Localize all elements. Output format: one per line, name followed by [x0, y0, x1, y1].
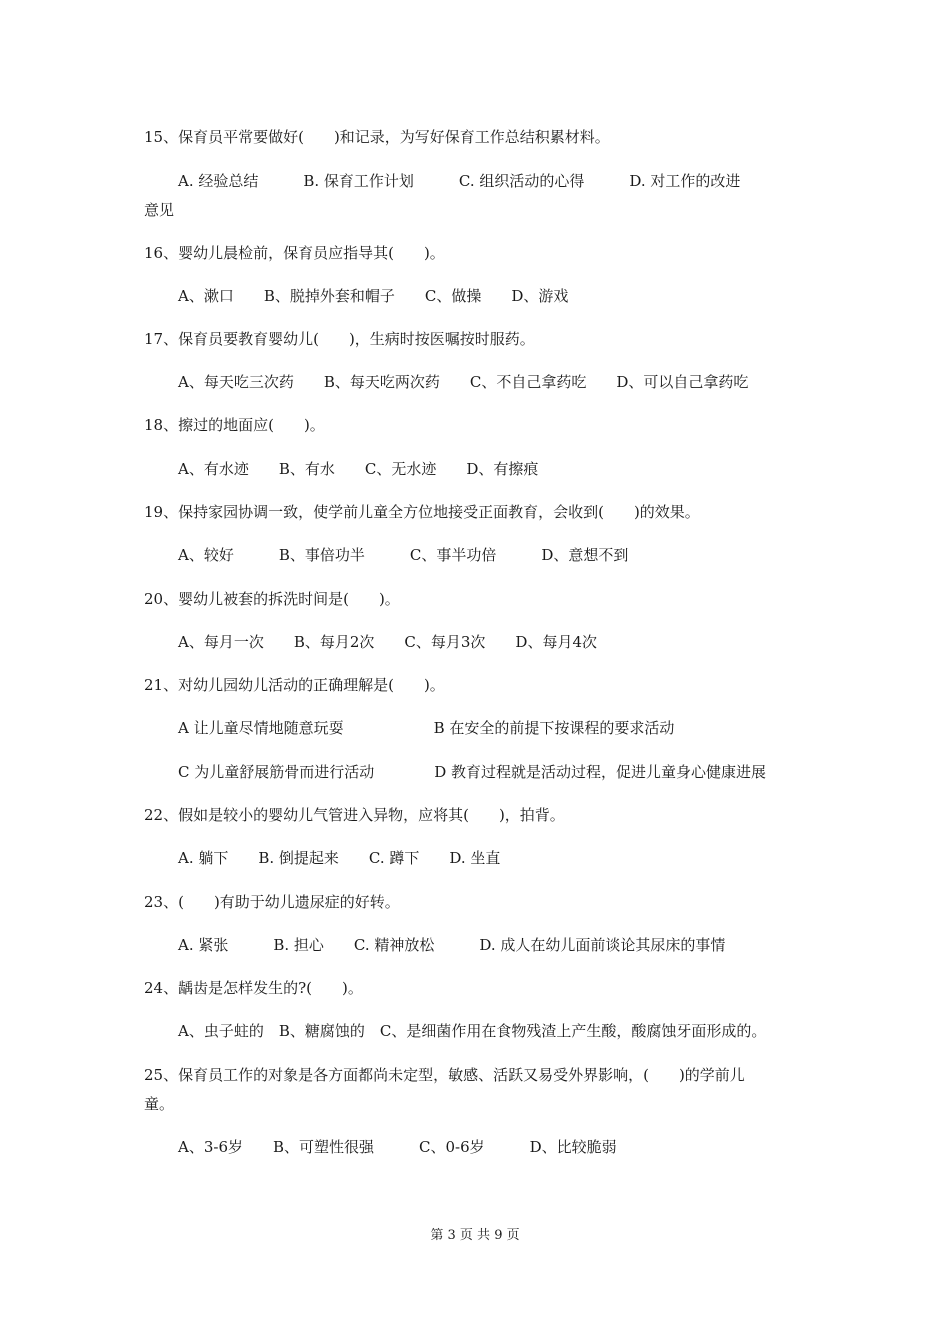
question-25-options: A、3-6岁 B、可塑性很强 C、0-6岁 D、比较脆弱 — [178, 1138, 617, 1156]
question-15-stem: 15、保育员平常要做好( )和记录，为写好保育工作总结积累材料。 — [144, 128, 610, 146]
question-22-stem: 22、假如是较小的婴幼儿气管进入异物，应将其( )，拍背。 — [144, 806, 565, 824]
question-16-stem: 16、婴幼儿晨检前，保育员应指导其( )。 — [144, 244, 445, 262]
question-20-stem: 20、婴幼儿被套的拆洗时间是( )。 — [144, 590, 400, 608]
question-17-options: A、每天吃三次药 B、每天吃两次药 C、不自己拿药吃 D、可以自己拿药吃 — [178, 373, 749, 391]
question-21-options-cd: C 为儿童舒展筋骨而进行活动 D 教育过程就是活动过程，促进儿童身心健康进展 — [178, 763, 767, 781]
question-21-options-ab: A 让儿童尽情地随意玩耍 B 在安全的前提下按课程的要求活动 — [178, 719, 675, 737]
question-25-stem-continued: 童。 — [144, 1095, 175, 1113]
question-24-options: A、虫子蛀的 B、糖腐蚀的 C、是细菌作用在食物残渣上产生酸，酸腐蚀牙面形成的。 — [178, 1022, 767, 1040]
question-19-stem: 19、保持家园协调一致，使学前儿童全方位地接受正面教育，会收到( )的效果。 — [144, 503, 700, 521]
question-15-options: A. 经验总结 B. 保育工作计划 C. 组织活动的心得 D. 对工作的改进 — [178, 172, 741, 190]
page-footer: 第 3 页 共 9 页 — [430, 1228, 520, 1243]
question-18-options: A、有水迹 B、有水 C、无水迹 D、有擦痕 — [178, 460, 539, 478]
question-24-stem: 24、龋齿是怎样发生的?( )。 — [144, 979, 363, 997]
question-23-options: A. 紧张 B. 担心 C. 精神放松 D. 成人在幼儿面前谈论其尿床的事情 — [178, 936, 726, 954]
question-18-stem: 18、擦过的地面应( )。 — [144, 416, 325, 434]
question-17-stem: 17、保育员要教育婴幼儿( )，生病时按医嘱按时服药。 — [144, 330, 535, 348]
question-20-options: A、每月一次 B、每月2次 C、每月3次 D、每月4次 — [178, 633, 597, 651]
question-25-stem: 25、保育员工作的对象是各方面都尚未定型，敏感、活跃又易受外界影响，( )的学前儿 — [144, 1066, 745, 1084]
question-16-options: A、漱口 B、脱掉外套和帽子 C、做操 D、游戏 — [178, 287, 569, 305]
question-21-stem: 21、对幼儿园幼儿活动的正确理解是( )。 — [144, 676, 445, 694]
question-23-stem: 23、( )有助于幼儿遗尿症的好转。 — [144, 893, 400, 911]
question-19-options: A、较好 B、事倍功半 C、事半功倍 D、意想不到 — [178, 546, 629, 564]
question-22-options: A. 躺下 B. 倒提起来 C. 蹲下 D. 坐直 — [178, 849, 501, 867]
question-15-options-continued: 意见 — [144, 201, 175, 219]
